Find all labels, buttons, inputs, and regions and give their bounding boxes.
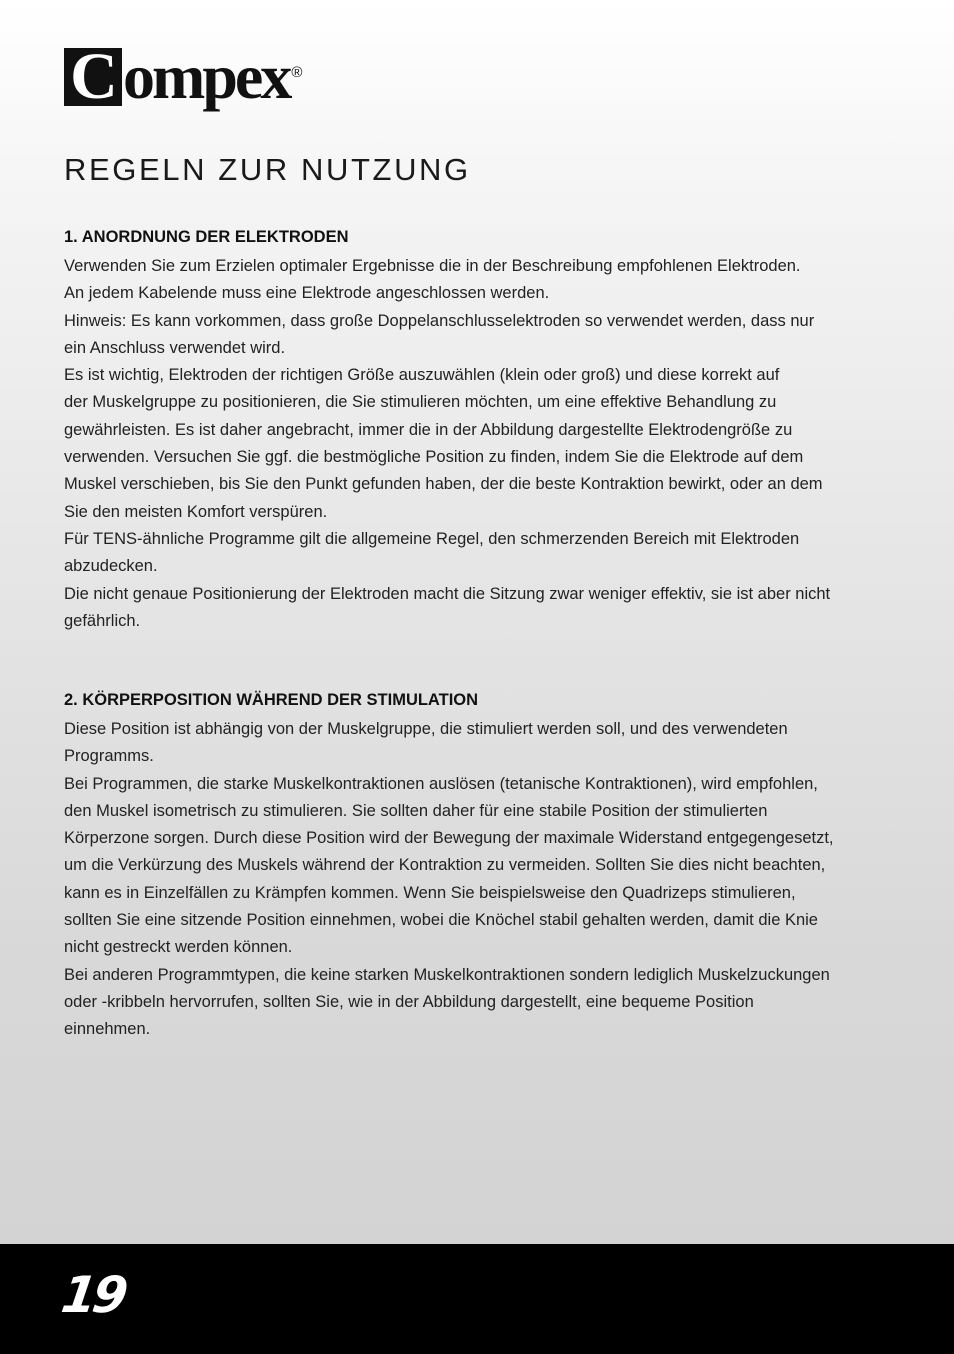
compex-logo bbox=[64, 41, 303, 118]
text-line: Die nicht genaue Positionierung der Elektroden macht die Sitzung zwar weniger effektiv, sie ist aber nicht bbox=[64, 584, 831, 603]
text-line: ein Anschluss verwendet wird. bbox=[64, 338, 286, 357]
logo-letter-c: C bbox=[64, 48, 122, 106]
text-line: verwenden. Versuchen Sie ggf. die bestmögliche Position zu finden, indem Sie die Elektrode auf dem bbox=[64, 448, 804, 467]
page-title: REGELN ZUR NUTZUNG bbox=[64, 152, 471, 187]
text-line: Diese Position ist abhängig von der Muskelgruppe, die stimuliert werden soll, und des verwendeten bbox=[64, 720, 788, 738]
text-line: Körperzone sorgen. Durch diese Position wird der Bewegung der maximale Widerstand entgegengesetzt, bbox=[64, 829, 834, 848]
section-electrode-placement bbox=[64, 226, 894, 635]
logo-wordmark: ompex bbox=[123, 41, 290, 112]
text-line: sollten Sie eine sitzende Position einnehmen, wobei die Knöchel stabil gehalten werden, damit die Knie bbox=[64, 911, 818, 930]
text-line: um die Verkürzung des Muskels während der Kontraktion zu vermeiden. Sollten Sie dies nicht beachten, bbox=[64, 856, 826, 875]
text-line: der Muskelgruppe zu positionieren, die Sie stimulieren möchten, um eine effektive Behandlung zu bbox=[64, 393, 777, 412]
text-line: gefährlich. bbox=[64, 611, 141, 630]
text-line: An jedem Kabelende muss eine Elektrode angeschlossen werden. bbox=[64, 284, 550, 303]
text-line: Bei Programmen, die starke Muskelkontraktionen auslösen (tetanische Kontraktionen), wird empfohlen, bbox=[64, 774, 818, 793]
section-body-position bbox=[64, 689, 894, 1044]
text-line: Für TENS-ähnliche Programme gilt die allgemeine Regel, den schmerzenden Bereich mit Elektroden bbox=[64, 529, 800, 548]
text-line: gewährleisten. Es ist daher angebracht, immer die in der Abbildung dargestellte Elektrodengröße zu bbox=[64, 420, 793, 439]
text-line: Sie den meisten Komfort verspüren. bbox=[64, 502, 328, 521]
text-line: Bei anderen Programmtypen, die keine starken Muskelkontraktionen sondern lediglich Muskelzuckungen bbox=[64, 965, 830, 984]
registered-mark: ® bbox=[291, 64, 303, 81]
text-line: nicht gestreckt werden können. bbox=[64, 938, 293, 957]
text-line: Muskel verschieben, bis Sie den Punkt gefunden haben, der die beste Kontraktion bewirkt, oder an dem bbox=[64, 475, 823, 494]
text-line: Hinweis: Es kann vorkommen, dass große Doppelanschlusselektroden so verwendet werden, dass nur bbox=[64, 311, 815, 330]
section-text bbox=[64, 253, 894, 635]
text-line: Verwenden Sie zum Erzielen optimaler Ergebnisse die in der Beschreibung empfohlenen Elektroden. bbox=[64, 257, 801, 275]
text-line: Programms. bbox=[64, 747, 154, 766]
text-line: abzudecken. bbox=[64, 557, 158, 576]
section-heading: 1. ANORDNUNG DER ELEKTRODEN bbox=[64, 228, 349, 246]
page-footer bbox=[0, 1244, 954, 1354]
section-text bbox=[64, 716, 894, 1044]
text-line: einnehmen. bbox=[64, 1020, 151, 1039]
text-line: kann es in Einzelfällen zu Krämpfen kommen. Wenn Sie beispielsweise den Quadrizeps stimulieren, bbox=[64, 883, 796, 902]
text-line: den Muskel isometrisch zu stimulieren. Sie sollten daher für eine stabile Position der stimulierten bbox=[64, 801, 768, 820]
section-heading: 2. KÖRPERPOSITION WÄHREND DER STIMULATION bbox=[64, 691, 479, 709]
text-line: Es ist wichtig, Elektroden der richtigen Größe auszuwählen (klein oder groß) und diese korrekt auf bbox=[64, 366, 780, 385]
page-number: 19 bbox=[57, 1266, 128, 1324]
text-line: oder -kribbeln hervorrufen, sollten Sie, wie in der Abbildung dargestellt, eine bequeme Position bbox=[64, 992, 754, 1011]
